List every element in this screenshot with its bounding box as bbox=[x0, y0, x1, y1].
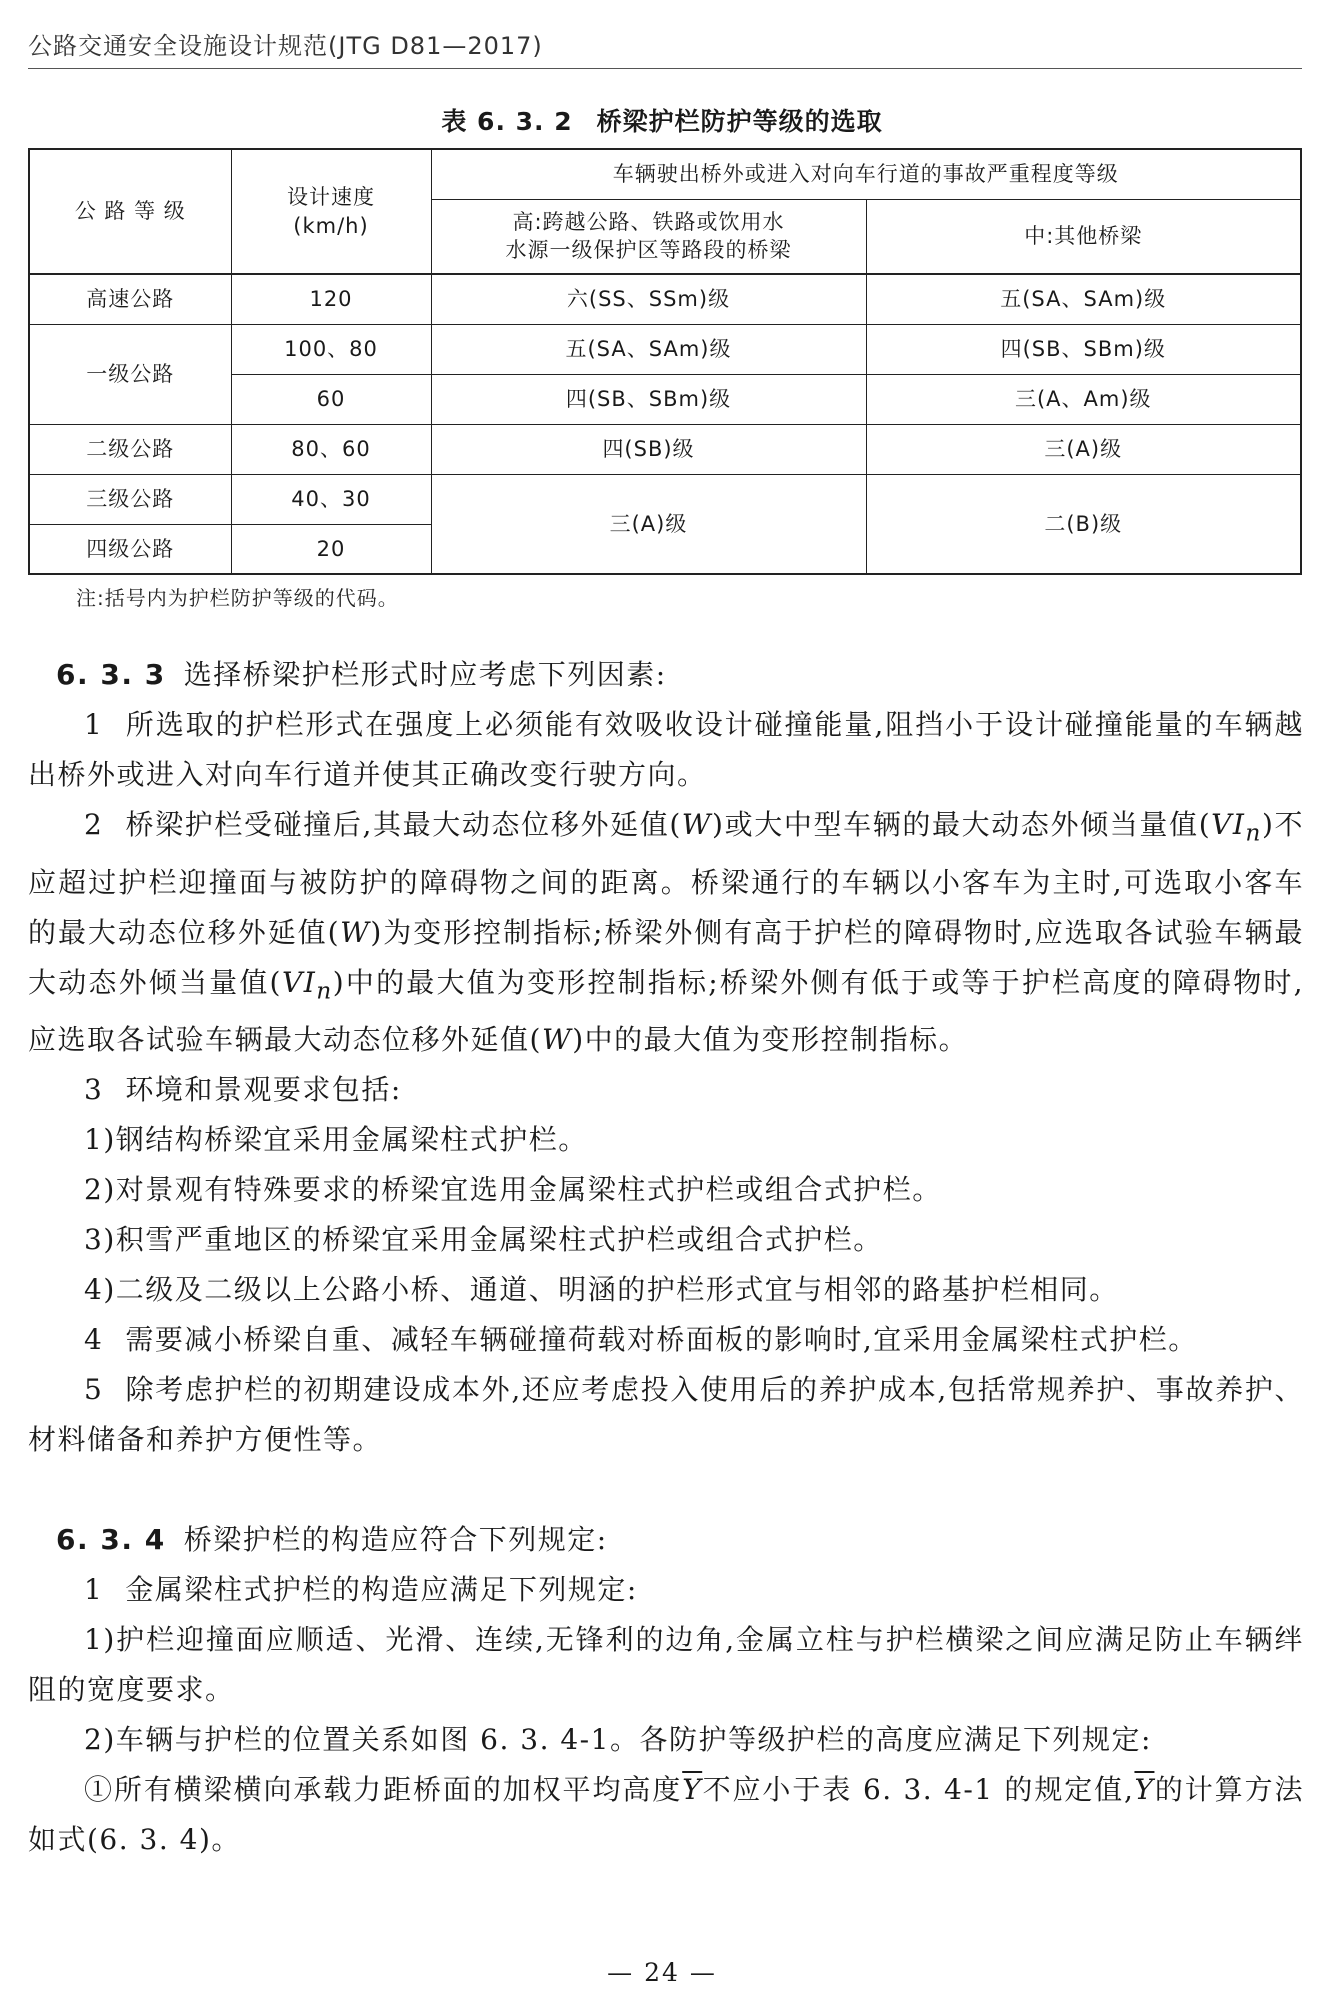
sub-item: 2)车辆与护栏的位置关系如图 6. 3. 4-1。各防护等级护栏的高度应满足下列规定: bbox=[84, 1723, 1152, 1757]
paragraph-text: 需要减小桥梁自重、减轻车辆碰撞荷载对桥面板的影响时,宜采用金属梁柱式护栏。 bbox=[125, 1323, 1198, 1357]
paragraph-text: 桥梁护栏受碰撞后,其最大动态位移外延值( bbox=[125, 808, 682, 841]
header-medium: 中:其他桥梁 bbox=[866, 199, 1301, 274]
symbol-y-bar: $\overline{Y}$ bbox=[682, 1773, 703, 1807]
symbol-vi: VI bbox=[1211, 808, 1246, 841]
cell-medium: 五(SA、SAm)级 bbox=[866, 274, 1301, 324]
cell-high: 四(SB)级 bbox=[431, 424, 866, 474]
cell-speed: 20 bbox=[231, 524, 431, 574]
symbol-vi: VI bbox=[281, 965, 317, 999]
paragraph bbox=[28, 1065, 1304, 1115]
header-speed-unit: (km/h) bbox=[293, 213, 369, 238]
paragraph-text: 环境和景观要求包括: bbox=[125, 1073, 402, 1107]
cell-speed: 100、80 bbox=[231, 324, 431, 374]
cell-grade: 三级公路 bbox=[29, 474, 231, 524]
clause-heading: 桥梁护栏的构造应符合下列规定: bbox=[183, 1523, 608, 1557]
cell-high: 四(SB、SBm)级 bbox=[431, 374, 866, 424]
cell-speed: 60 bbox=[231, 374, 431, 424]
item-number: 2 bbox=[84, 808, 104, 841]
header-high bbox=[431, 199, 866, 274]
paragraph-text: 所选取的护栏形式在强度上必须能有效吸收设计碰撞能量,阻挡小于设计碰撞能量的车辆越出桥外或进入对向车行道并使其正确改变行驶方向。 bbox=[28, 708, 1304, 791]
table-row bbox=[29, 274, 1301, 324]
table-row bbox=[29, 474, 1301, 524]
header-severity: 车辆驶出桥外或进入对向车行道的事故严重程度等级 bbox=[431, 149, 1301, 199]
header-high-line1: 高:跨越公路、铁路或饮用水 bbox=[512, 209, 785, 234]
clause-6-3-4-heading bbox=[28, 1515, 1304, 1565]
paragraph-text: 不应小于表 6. 3. 4-1 的规定值, bbox=[702, 1773, 1135, 1807]
paragraph-text: )中的最大值为变形控制指标;桥梁外侧有低于或等于护栏高度的障碍物时,应选取各试验车辆最大动态位移外延值( bbox=[28, 965, 1304, 1057]
sub-item bbox=[28, 1765, 1304, 1865]
paragraph bbox=[28, 700, 1304, 800]
paragraph bbox=[28, 1365, 1304, 1465]
item-number: 1 bbox=[84, 708, 104, 741]
paragraph-text: 除考虑护栏的初期建设成本外,还应考虑投入使用后的养护成本,包括常规养护、事故养护、材料储备和养护方便性等。 bbox=[28, 1373, 1304, 1457]
sub-item: 1)护栏迎撞面应顺适、光滑、连续,无锋利的边角,金属立柱与护栏横梁之间应满足防止车辆绊阻的宽度要求。 bbox=[28, 1623, 1304, 1707]
cell-grade: 高速公路 bbox=[29, 274, 231, 324]
item-number: 1 bbox=[84, 1573, 104, 1607]
item-number: 3 bbox=[84, 1073, 104, 1107]
cell-medium: 四(SB、SBm)级 bbox=[866, 324, 1301, 374]
table-header-row bbox=[29, 149, 1301, 199]
sub-item: 4)二级及二级以上公路小桥、通道、明涵的护栏形式宜与相邻的路基护栏相同。 bbox=[84, 1273, 1119, 1307]
paragraph-text: )中的最大值为变形控制指标。 bbox=[572, 1023, 969, 1057]
cell-grade: 二级公路 bbox=[29, 424, 231, 474]
body-text bbox=[28, 650, 1304, 1865]
table-row bbox=[29, 324, 1301, 374]
paragraph-text: 的计算方法如式(6. 3. 4)。 bbox=[28, 1773, 1304, 1857]
cell-grade: 一级公路 bbox=[29, 324, 231, 424]
sub-item: 2)对景观有特殊要求的桥梁宜选用金属梁柱式护栏或组合式护栏。 bbox=[84, 1173, 942, 1207]
cell-high: 三(A)级 bbox=[431, 474, 866, 574]
sub-item: 3)积雪严重地区的桥梁宜采用金属梁柱式护栏或组合式护栏。 bbox=[84, 1223, 883, 1257]
symbol-subscript-n: n bbox=[316, 976, 333, 1005]
cell-grade: 四级公路 bbox=[29, 524, 231, 574]
protection-grade-table bbox=[28, 148, 1302, 575]
symbol-y-bar: $\overline{Y}$ bbox=[1134, 1773, 1155, 1807]
symbol-w: W bbox=[681, 808, 713, 841]
clause-number: 6. 3. 3 bbox=[56, 658, 166, 691]
clause-number: 6. 3. 4 bbox=[56, 1523, 166, 1557]
cell-medium: 三(A)级 bbox=[866, 424, 1301, 474]
table-title bbox=[0, 102, 1324, 138]
header-high-line2: 水源一级保护区等路段的桥梁 bbox=[505, 238, 792, 263]
paragraph-text: )或大中型车辆的最大动态外倾当量值( bbox=[712, 808, 1212, 841]
cell-speed: 40、30 bbox=[231, 474, 431, 524]
paragraph-text: )为变形控制指标;桥梁外侧有高于护栏的障碍物时,应选取各试验车辆最大动态外倾当量值( bbox=[28, 915, 1304, 999]
paragraph bbox=[28, 1565, 1304, 1615]
paragraph-text: 金属梁柱式护栏的构造应满足下列规定: bbox=[125, 1573, 638, 1607]
page-number: — 24 — bbox=[607, 1958, 717, 1987]
cell-high: 五(SA、SAm)级 bbox=[431, 324, 866, 374]
sub-item: 1)钢结构桥梁宜采用金属梁柱式护栏。 bbox=[84, 1123, 588, 1157]
paragraph-text: )不应超过护栏迎撞面与被防护的障碍物之间的距离。桥梁通行的车辆以小客车为主时,可选取小客车的最大动态位移外延值( bbox=[28, 808, 1304, 949]
header-rule bbox=[28, 68, 1302, 69]
header-speed bbox=[231, 149, 431, 274]
item-number: 4 bbox=[84, 1323, 104, 1357]
cell-medium: 三(A、Am)级 bbox=[866, 374, 1301, 424]
paragraph bbox=[28, 800, 1304, 1065]
clause-6-3-3-heading bbox=[28, 650, 1304, 700]
header-road-grade: 公 路 等 级 bbox=[29, 149, 231, 274]
item-number: 5 bbox=[84, 1373, 104, 1407]
running-header: 公路交通安全设施设计规范(JTG D81—2017) bbox=[28, 32, 543, 60]
symbol-subscript-n: n bbox=[1245, 818, 1262, 847]
table-title-text: 桥梁护栏防护等级的选取 bbox=[596, 107, 883, 136]
clause-heading: 选择桥梁护栏形式时应考虑下列因素: bbox=[183, 658, 667, 691]
paragraph bbox=[28, 1315, 1304, 1365]
cell-medium: 二(B)级 bbox=[866, 474, 1301, 574]
symbol-w: W bbox=[541, 1023, 573, 1057]
cell-high: 六(SS、SSm)级 bbox=[431, 274, 866, 324]
paragraph-text: ①所有横梁横向承载力距桥面的加权平均高度 bbox=[84, 1773, 683, 1807]
symbol-w: W bbox=[340, 915, 371, 949]
header-speed-label: 设计速度 bbox=[287, 185, 375, 210]
table-number: 表 6. 3. 2 bbox=[441, 107, 573, 136]
table-note: 注:括号内为护栏防护等级的代码。 bbox=[76, 586, 399, 610]
table-row bbox=[29, 424, 1301, 474]
cell-speed: 120 bbox=[231, 274, 431, 324]
cell-speed: 80、60 bbox=[231, 424, 431, 474]
